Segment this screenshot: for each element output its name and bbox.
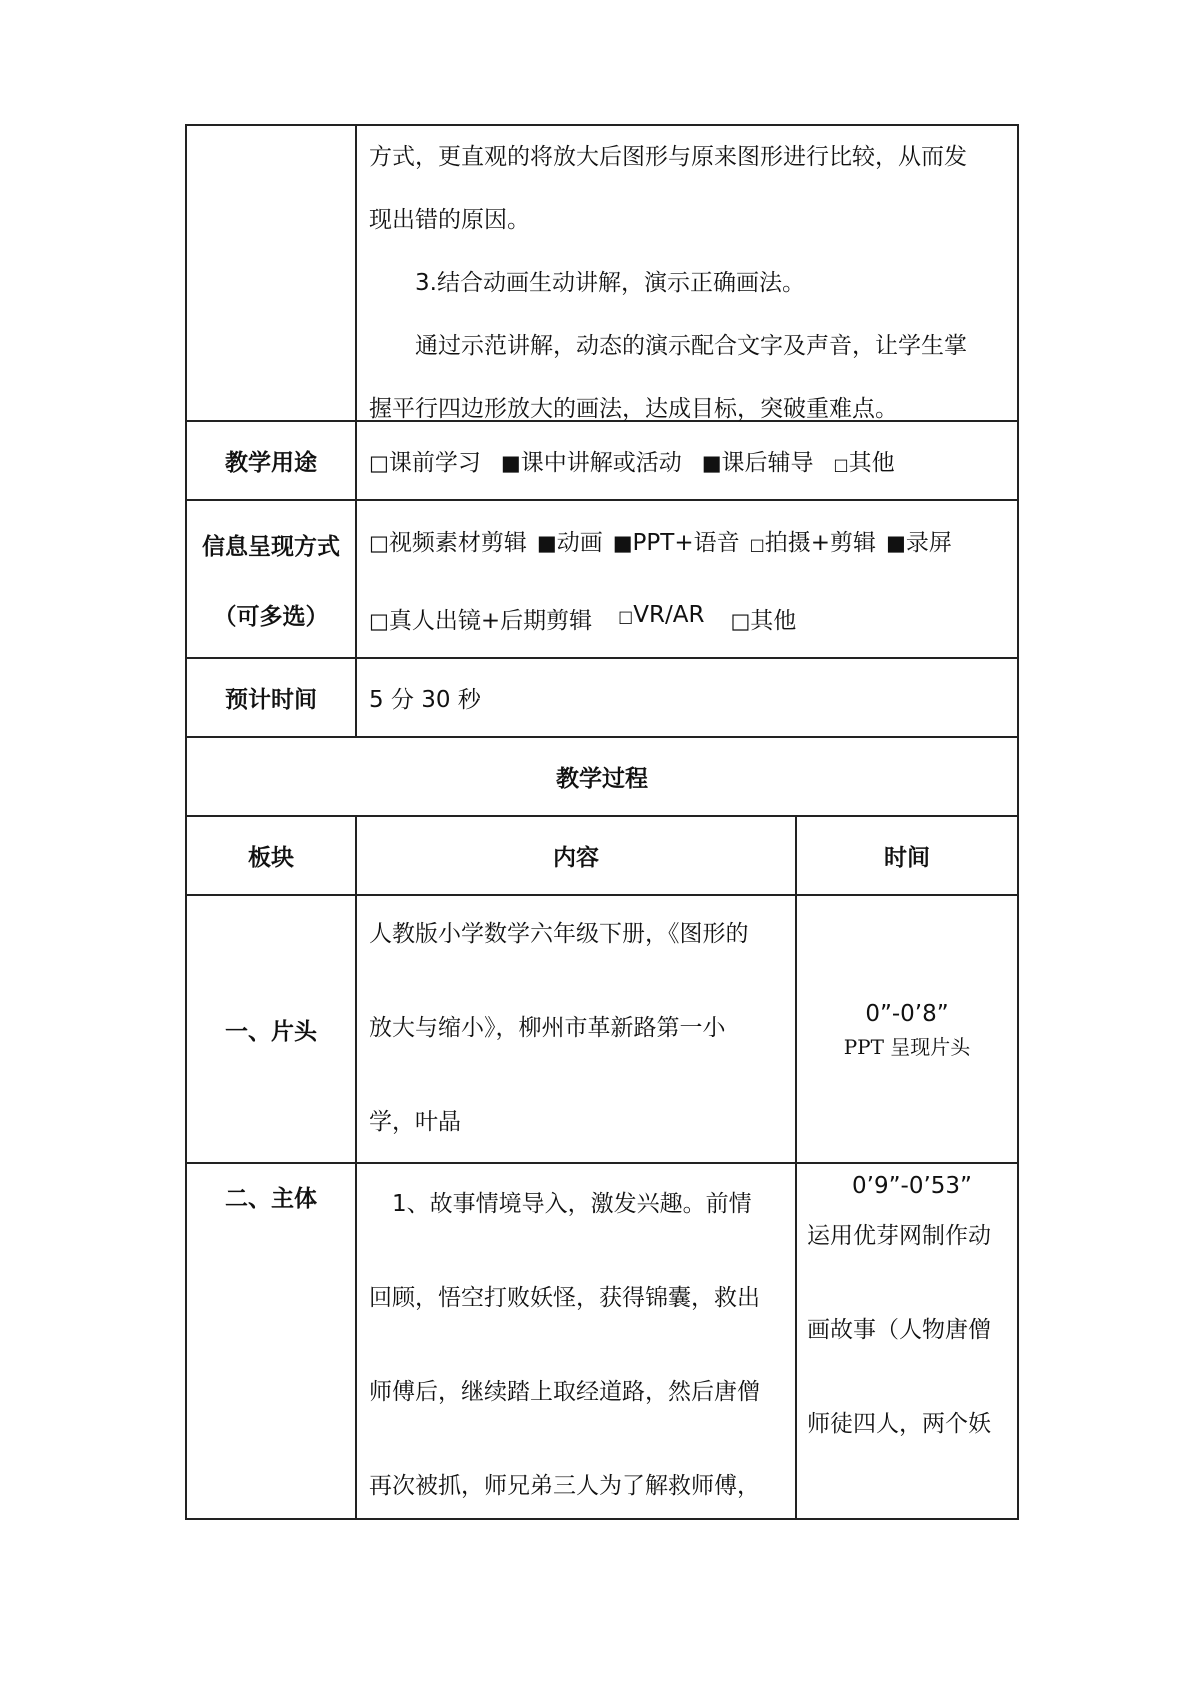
checkbox-unchecked-icon: □ <box>749 534 765 554</box>
section-cell: 一、片头 <box>187 896 357 1162</box>
time-row <box>187 657 1017 736</box>
checkbox-checked-icon: ■ <box>701 451 722 475</box>
section-cell: 二、主体 <box>187 1164 357 1518</box>
checkbox-unchecked-icon: □ <box>369 530 389 555</box>
intro-line: 方式，更直观的将放大后图形与原来图形进行比较，从而发 <box>369 144 967 170</box>
content-cell: 1、故事情境导入，激发兴趣。前情 回顾，悟空打败妖怪，获得锦囊，救出 师傅后，继续踏上取经道路，然后唐僧 再次被抓，师兄弟三人为了解救师傅， <box>357 1164 797 1518</box>
intro-line: 现出错的原因。 <box>369 207 530 233</box>
presentation-option: □视频素材剪辑 <box>369 529 527 556</box>
usage-options <box>357 422 1017 499</box>
presentation-option: ■PPT+语音 <box>612 529 740 556</box>
checkbox-unchecked-icon: □ <box>369 608 389 633</box>
content-cell: 人教版小学数学六年级下册，《图形的 放大与缩小》，柳州市革新路第一小 学，叶晶 <box>357 896 797 1162</box>
usage-option: □课前学习 <box>369 450 481 476</box>
checkbox-checked-icon: ■ <box>886 530 906 555</box>
usage-option: □其他 <box>833 450 895 476</box>
header-row <box>187 815 1017 894</box>
lesson-table <box>185 124 1019 1520</box>
intro-line: 通过示范讲解，动态的演示配合文字及声音，让学生掌 <box>369 333 967 359</box>
header-section: 板块 <box>187 817 357 894</box>
presentation-option: □其他 <box>730 607 797 634</box>
checkbox-unchecked-icon: □ <box>730 608 751 633</box>
header-content: 内容 <box>357 817 797 894</box>
presentation-option: ■动画 <box>536 529 603 556</box>
process-title-row <box>187 736 1017 815</box>
time-value: 5 分 30 秒 <box>369 687 481 713</box>
header-time: 时间 <box>884 845 930 871</box>
intro-line: 握平行四边形放大的画法，达成目标，突破重难点。 <box>369 396 898 422</box>
checkbox-unchecked-icon: □ <box>833 455 849 474</box>
usage-row <box>187 420 1017 499</box>
time-range: 0”-0’8” <box>865 1001 949 1027</box>
usage-label: 教学用途 <box>187 422 357 499</box>
process-title: 教学过程 <box>556 766 648 792</box>
checkbox-checked-icon: ■ <box>536 530 557 555</box>
time-cell: 0’9”-0’53” 运用优芽网制作动 画故事（人物唐僧 师徒四人，两个妖 <box>797 1164 1017 1518</box>
presentation-option: □VR/AR <box>618 601 705 628</box>
table-row <box>187 1162 1017 1518</box>
intro-row <box>187 126 1017 420</box>
usage-option: ■课中讲解或活动 <box>500 450 682 476</box>
intro-text <box>357 126 1017 420</box>
presentation-option: ■录屏 <box>886 529 952 556</box>
presentation-row <box>187 499 1017 657</box>
presentation-options-row-1 <box>369 524 1017 557</box>
checkbox-checked-icon: ■ <box>612 530 633 555</box>
checkbox-checked-icon: ■ <box>500 451 521 475</box>
table-row <box>187 894 1017 1162</box>
presentation-option: □真人出镜+后期剪辑 <box>369 607 593 634</box>
presentation-option: □拍摄+剪辑 <box>749 529 876 556</box>
intro-line: 3.结合动画生动讲解，演示正确画法。 <box>369 270 805 296</box>
presentation-options-row-2 <box>369 602 1017 635</box>
time-range: 0’9”-0’53” <box>852 1173 972 1199</box>
presentation-label: 信息呈现方式 （可多选） <box>187 501 357 657</box>
checkbox-unchecked-icon: □ <box>618 606 634 626</box>
time-cell <box>797 896 1017 1162</box>
time-label: 预计时间 <box>187 659 357 736</box>
time-note: PPT 呈现片头 <box>843 1035 971 1059</box>
usage-option: ■课后辅导 <box>701 450 814 476</box>
presentation-options <box>357 501 1017 657</box>
intro-label-cell <box>187 126 357 420</box>
checkbox-unchecked-icon: □ <box>369 451 389 475</box>
